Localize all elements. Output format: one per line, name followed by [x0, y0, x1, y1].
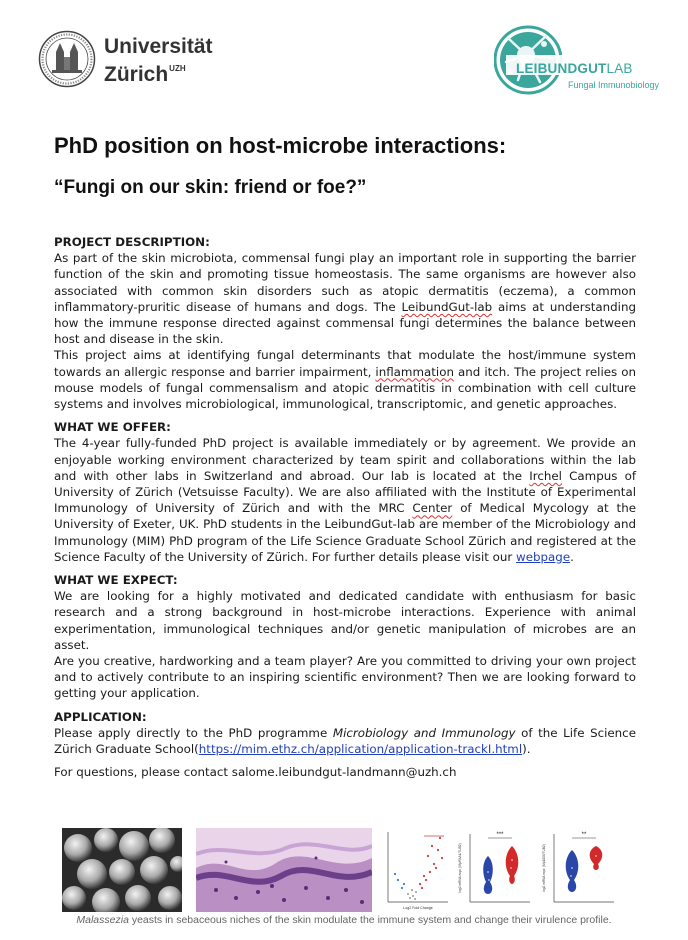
- lab-wordmark: [516, 61, 633, 76]
- program-name: Microbiology and Immunology: [332, 725, 516, 740]
- text-run: Please apply directly to the PhD programme: [54, 725, 333, 740]
- section-project-description: [54, 234, 636, 412]
- leibundgut-lab-logo: [494, 22, 674, 100]
- text-run: This project aims at identifying fungal determinants that modulate the host/immune system towards an allergic response and barrier impairment,: [54, 348, 636, 379]
- violin-plot-2-image: [540, 828, 616, 912]
- uzh-wordmark: [104, 36, 213, 86]
- lab-name-thin: LAB: [606, 61, 633, 76]
- spellcheck-word: Irchel: [529, 468, 562, 483]
- section-what-we-expect: [54, 572, 636, 702]
- posting-body: [54, 234, 636, 781]
- histology-image: [196, 828, 372, 912]
- volcano-plot-image: [380, 828, 450, 912]
- contact-line: For questions, please contact salome.leibundgut-landmann@uzh.ch: [54, 765, 457, 780]
- webpage-link[interactable]: webpage: [516, 549, 571, 564]
- caption-species: Malassezia: [76, 914, 129, 926]
- lab-name-bold: LEIBUNDGUT: [516, 61, 607, 76]
- text-run: Campus of University of Zürich (Vetsuisse Faculty). We are also affiliated with the Institute of Experimental Immunology of University of Zürich and with the MRC: [54, 468, 636, 516]
- text-run: aims at understanding how the immune response directed against commensal fungi determines the balance between host and disease in the skin.: [54, 299, 636, 347]
- paragraph: Are you creative, hardworking and a team player? Are you committed to driving your own project and to actively contribute to an inspiring scientific environment? Then we are looking forward to getting your application.: [54, 654, 636, 701]
- text-run: .: [570, 549, 574, 564]
- application-link[interactable]: https://mim.ethz.ch/application/application-trackI.html: [198, 742, 523, 757]
- figure-caption: [30, 914, 658, 926]
- paragraph: [54, 725, 636, 757]
- text-run: As part of the skin microbiota, commensal fungi play an important role in supporting the barrier function of the skin and promoting tissue homeostasis. The same organisms are however also associated with common skin disorders such as atopic dermatitis (eczema), a common inflammatory-pruritic disease of humans and dogs. The: [54, 251, 636, 314]
- volcano-xlabel: Log2 Fold Change: [403, 906, 433, 910]
- text-run: and itch. The project relies on mouse models of fungal commensalism and atopic dermatitis in combination with cell culture systems and involves microbiological, immunological, transcriptomic, and genetic approaches.: [54, 364, 636, 412]
- spellcheck-word: LeibundGut-lab: [401, 299, 493, 314]
- uzh-name-line1: Universität: [104, 35, 213, 58]
- section-what-we-offer: [54, 419, 636, 565]
- section-heading: APPLICATION:: [54, 709, 147, 724]
- uzh-name-line2: Zürich: [104, 63, 169, 86]
- caption-text: yeasts in sebaceous niches of the skin modulate the immune system and change their virulence profile.: [128, 914, 612, 926]
- text-run: of Medical Mycology at the University of Exeter, UK. PhD students in the LeibundGut-lab are member of the Microbiology and Immunology (MIM) PhD program of the Life Science Graduate School Zürich and registered at the Science Faculty of the University of Zürich. For further details please visit our: [54, 501, 636, 564]
- violin2-ylabel: log2 mRNA expr. (Mp1009/TUB2): [542, 844, 546, 892]
- uzh-seal-icon: [38, 30, 96, 88]
- uzh-logo: [38, 28, 218, 88]
- spellcheck-word: Center: [412, 501, 453, 516]
- text-run: The 4-year fully-funded PhD project is available immediately or by agreement. We provide an enjoyable working environment characterized by team spirit and collaborations within the lab and with other labs in Switzerland and abroad. Our lab is located at the: [54, 436, 636, 483]
- text-run: ).: [522, 742, 531, 757]
- figure-strip: [62, 828, 622, 916]
- paragraph: [54, 347, 636, 412]
- section-heading: PROJECT DESCRIPTION:: [54, 235, 210, 249]
- violin1-ylabel: log2 mRNA expr. (Mp/FAA1/TUB2): [458, 843, 462, 893]
- lab-subtitle: Fungal Immunobiology: [568, 80, 660, 90]
- sem-micrograph-image: [62, 828, 182, 912]
- paragraph: [54, 435, 636, 565]
- uzh-superscript: UZH: [169, 64, 186, 73]
- spellcheck-word: inflammation: [375, 364, 454, 379]
- paragraph: We are looking for a highly motivated and dedicated candidate with enthusiasm for basic research and a strong background in host-microbe interactions. Experience with animal experimentation, immunological techniques and/or genetic manipulation of microbes are an asset.: [54, 589, 636, 652]
- page-subtitle: “Fungi on our skin: friend or foe?”: [54, 177, 367, 198]
- page-title: PhD position on host-microbe interactions:: [54, 133, 507, 158]
- section-application: [54, 709, 636, 781]
- text-run: of the Life Science Zürich Graduate School(: [54, 725, 636, 757]
- paragraph: [54, 250, 636, 347]
- section-heading: WHAT WE OFFER:: [54, 420, 171, 435]
- violin1-significance: ***: [496, 832, 504, 838]
- violin-plot-1-image: [456, 828, 532, 912]
- section-heading: WHAT WE EXPECT:: [54, 573, 178, 588]
- violin2-significance: **: [581, 832, 587, 838]
